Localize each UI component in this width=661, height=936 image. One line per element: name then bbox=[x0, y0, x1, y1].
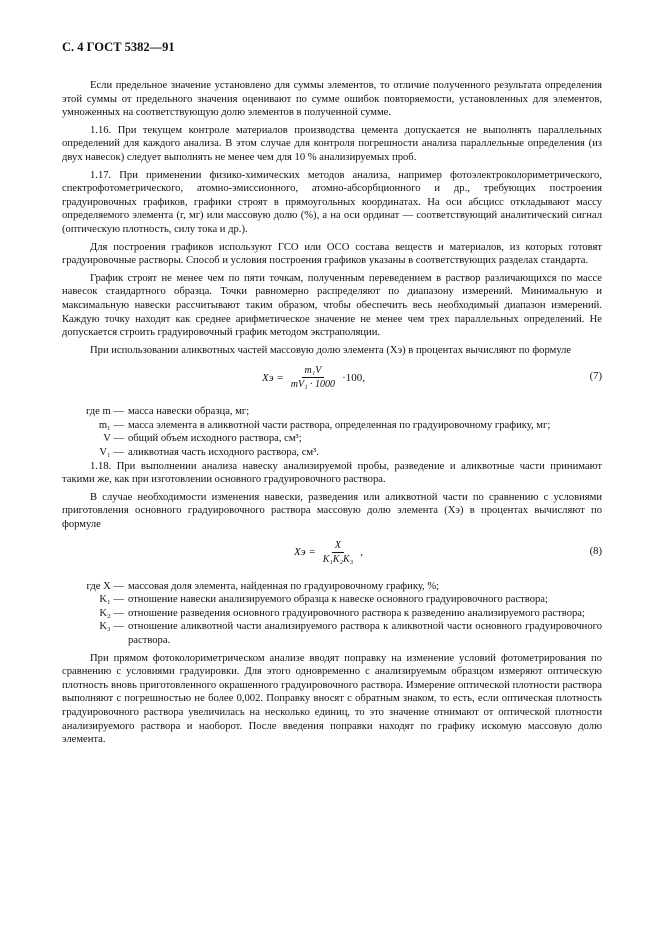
definition-text: отношение навески анализируемого образца к навеске основного градуировочного раствора; bbox=[128, 594, 548, 606]
formula-numerator: X bbox=[332, 540, 344, 553]
definition-symbol: где X — bbox=[86, 580, 124, 592]
definition-symbol: m₁ — bbox=[98, 419, 124, 431]
definition-row bbox=[62, 432, 602, 446]
formula-7 bbox=[62, 359, 602, 403]
formula-rhs: ·100, bbox=[342, 371, 365, 384]
paragraph: 1.18. При выполнении анализа навеску анализируемой пробы, разведение и аликвотные части принимают такими же, как при изготовлении основного градуировочного раствора. bbox=[62, 460, 602, 486]
definition-symbol: V — bbox=[103, 433, 124, 445]
definition-text: общий объем исходного раствора, см³; bbox=[128, 433, 302, 445]
formula-numerator: m₁V bbox=[302, 365, 325, 378]
definition-row bbox=[62, 405, 602, 419]
formula-number: (8) bbox=[589, 545, 602, 557]
definition-symbol: V₁ — bbox=[99, 447, 124, 459]
definition-row bbox=[62, 419, 602, 433]
definitions-8 bbox=[62, 580, 602, 648]
paragraph: 1.16. При текущем контроле материалов производства цемента допускается не выполнять параллельных определений для каждого анализа. В этом случае для контроля погрешности анализа параллельные определения (из двух навесок) следует выполнять не менее чем для 10 % анализируемых проб. bbox=[62, 124, 602, 163]
definitions-7 bbox=[62, 405, 602, 459]
formula-lhs: Xэ = bbox=[294, 546, 316, 559]
definition-symbol: K₁ — bbox=[99, 594, 124, 606]
definition-text: аликвотная часть исходного раствора, см³. bbox=[128, 447, 319, 459]
formula-8 bbox=[62, 534, 602, 578]
definition-row bbox=[62, 607, 602, 621]
definition-text: массовая доля элемента, найденная по градуировочному графику, %; bbox=[128, 580, 440, 592]
paragraph: В случае необходимости изменения навески, разведения или аликвотной части по сравнению с условиями приготовления основного градуировочного раствора массовую долю элемента (Xэ) в процентах вычисляют по формуле bbox=[62, 491, 602, 531]
definition-symbol: где m — bbox=[85, 406, 124, 418]
paragraph: Для построения графиков используют ГСО или ОСО состава веществ и материалов, из которых готовят градуировочные растворы. Способ и условия построения графиков указаны в соответствующих разделах стандарта. bbox=[62, 241, 602, 267]
paragraph: При использовании аликвотных частей массовую долю элемента (Xэ) в процентах вычисляют по формуле bbox=[90, 344, 572, 356]
page-header: С. 4 ГОСТ 5382—91 bbox=[62, 40, 175, 54]
paragraph: При прямом фотоколориметрическом анализе вводят поправку на изменение условий фотометрирования по сравнению с условиями градуировки. Для этого одновременно с анализируемым образцом измеряют оптическую плотность вновь приготовленного окрашенного градуировочного раствора. Измерение оптической плотности раствора выполняют с погрешностью не более 0,002. Поправку вносят с обратным знаком, то есть, если оптическая плотность градуировочного раствора увеличилась на несколько единиц, то это значение отнимают от оптической плотности анализируемого раствора и наоборот. После введения поправки находят по графику искомую массовую долю элемента. bbox=[62, 652, 602, 746]
paragraph: Если предельное значение установлено для суммы элементов, то отличие полученного результата определения этой суммы от предельного значения оценивают по сумме ошибок повторяемости, установленных для элементов, умноженных на соответствующую долю элементов в полученной сумме. bbox=[62, 80, 602, 119]
paragraph: График строят не менее чем по пяти точкам, полученным переведением в раствор различающихся по массе навесок стандартного образца. Точки равномерно распределяют по диапазону измерений. Минимальную и максимальную навески рассчитывают таким образом, чтобы обеспечить весь необходимый диапазон измерений. Каждую точку находят как среднее арифметическое значение не менее чем трех параллельных определений. Не допускается строить градуировочный график методом экстраполяции. bbox=[62, 272, 602, 339]
definition-row bbox=[62, 580, 602, 594]
formula-fraction bbox=[288, 365, 338, 390]
definition-row bbox=[62, 620, 602, 647]
formula-number: (7) bbox=[589, 371, 602, 383]
definition-symbol: K₃ — bbox=[99, 621, 124, 633]
document-page bbox=[62, 40, 602, 747]
definition-text: масса элемента в аликвотной части раствора, определенная по градуировочному графику, мг; bbox=[128, 419, 551, 431]
formula-lhs: Xэ = bbox=[262, 371, 284, 384]
definition-text: отношение разведения основного градуировочного раствора к разведению анализируемого раствора; bbox=[128, 607, 585, 619]
definition-text: отношение аликвотной части анализируемого раствора к аликвотной части основного градуировочного раствора. bbox=[128, 621, 602, 646]
definition-row bbox=[62, 593, 602, 607]
formula-denominator: mV₁ · 1000 bbox=[290, 379, 336, 391]
definition-symbol: K₂ — bbox=[99, 607, 124, 619]
definition-text: масса навески образца, мг; bbox=[128, 406, 250, 418]
formula-denominator: K₁K₂K₃ bbox=[322, 553, 354, 565]
formula-fraction bbox=[320, 540, 356, 565]
definition-row bbox=[62, 446, 602, 460]
formula-rhs: , bbox=[360, 546, 363, 559]
paragraph: 1.17. При применении физико-химических методов анализа, например фотоэлектроколориметрического, спектрофотометрического, атомно-эмиссионного, атомно-абсорбционного и др., требующих построения градуировочных графиков, графики строят в прямоугольных координатах. На оси абсцисс откладывают массу определяемого элемента (г, мг) или массовую долю (%), а на оси ординат — соответствующий аналитический сигнал (оптическую плотность, силу тока и др.). bbox=[62, 169, 602, 235]
